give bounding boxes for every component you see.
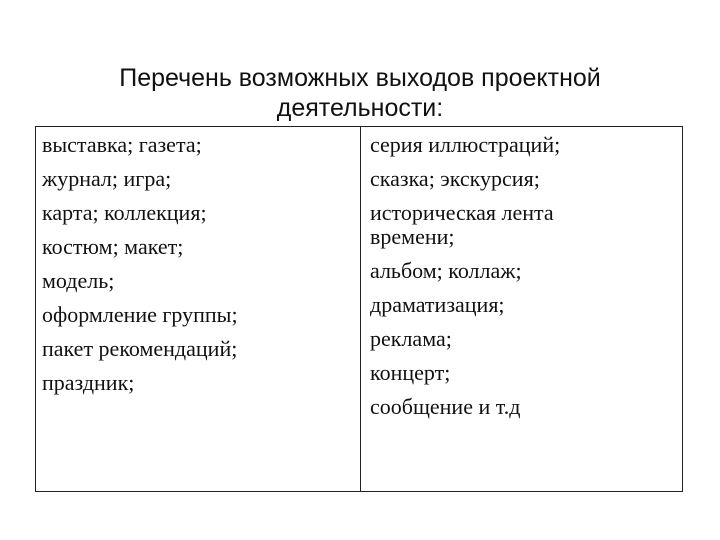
right-column <box>361 127 682 491</box>
list-item: праздник; <box>42 370 135 395</box>
title-line-1: Перечень возможных выходов проектной <box>119 64 601 92</box>
list-item: костюм; макет; <box>42 234 184 259</box>
list-item: выставка; газета; <box>42 132 202 157</box>
list-item: драматизация; <box>370 292 505 317</box>
outputs-table <box>35 126 683 492</box>
list-item: серия иллюстраций; <box>370 132 561 157</box>
list-item: реклама; <box>370 326 452 351</box>
list-item: журнал; игра; <box>42 166 172 191</box>
list-item: альбом; коллаж; <box>370 258 522 283</box>
list-item: пакет рекомендаций; <box>42 336 238 361</box>
left-column <box>36 127 361 491</box>
title-line-2: деятельности: <box>276 94 444 122</box>
slide-title <box>60 63 660 123</box>
list-item: времени; <box>370 224 455 249</box>
list-item: концерт; <box>370 360 451 385</box>
list-item: сказка; экскурсия; <box>370 166 540 191</box>
list-item: оформление группы; <box>42 302 238 327</box>
list-item: сообщение и т.д <box>370 394 521 419</box>
list-item: карта; коллекция; <box>42 200 207 225</box>
list-item: историческая лента <box>370 200 554 225</box>
list-item: модель; <box>42 268 115 293</box>
